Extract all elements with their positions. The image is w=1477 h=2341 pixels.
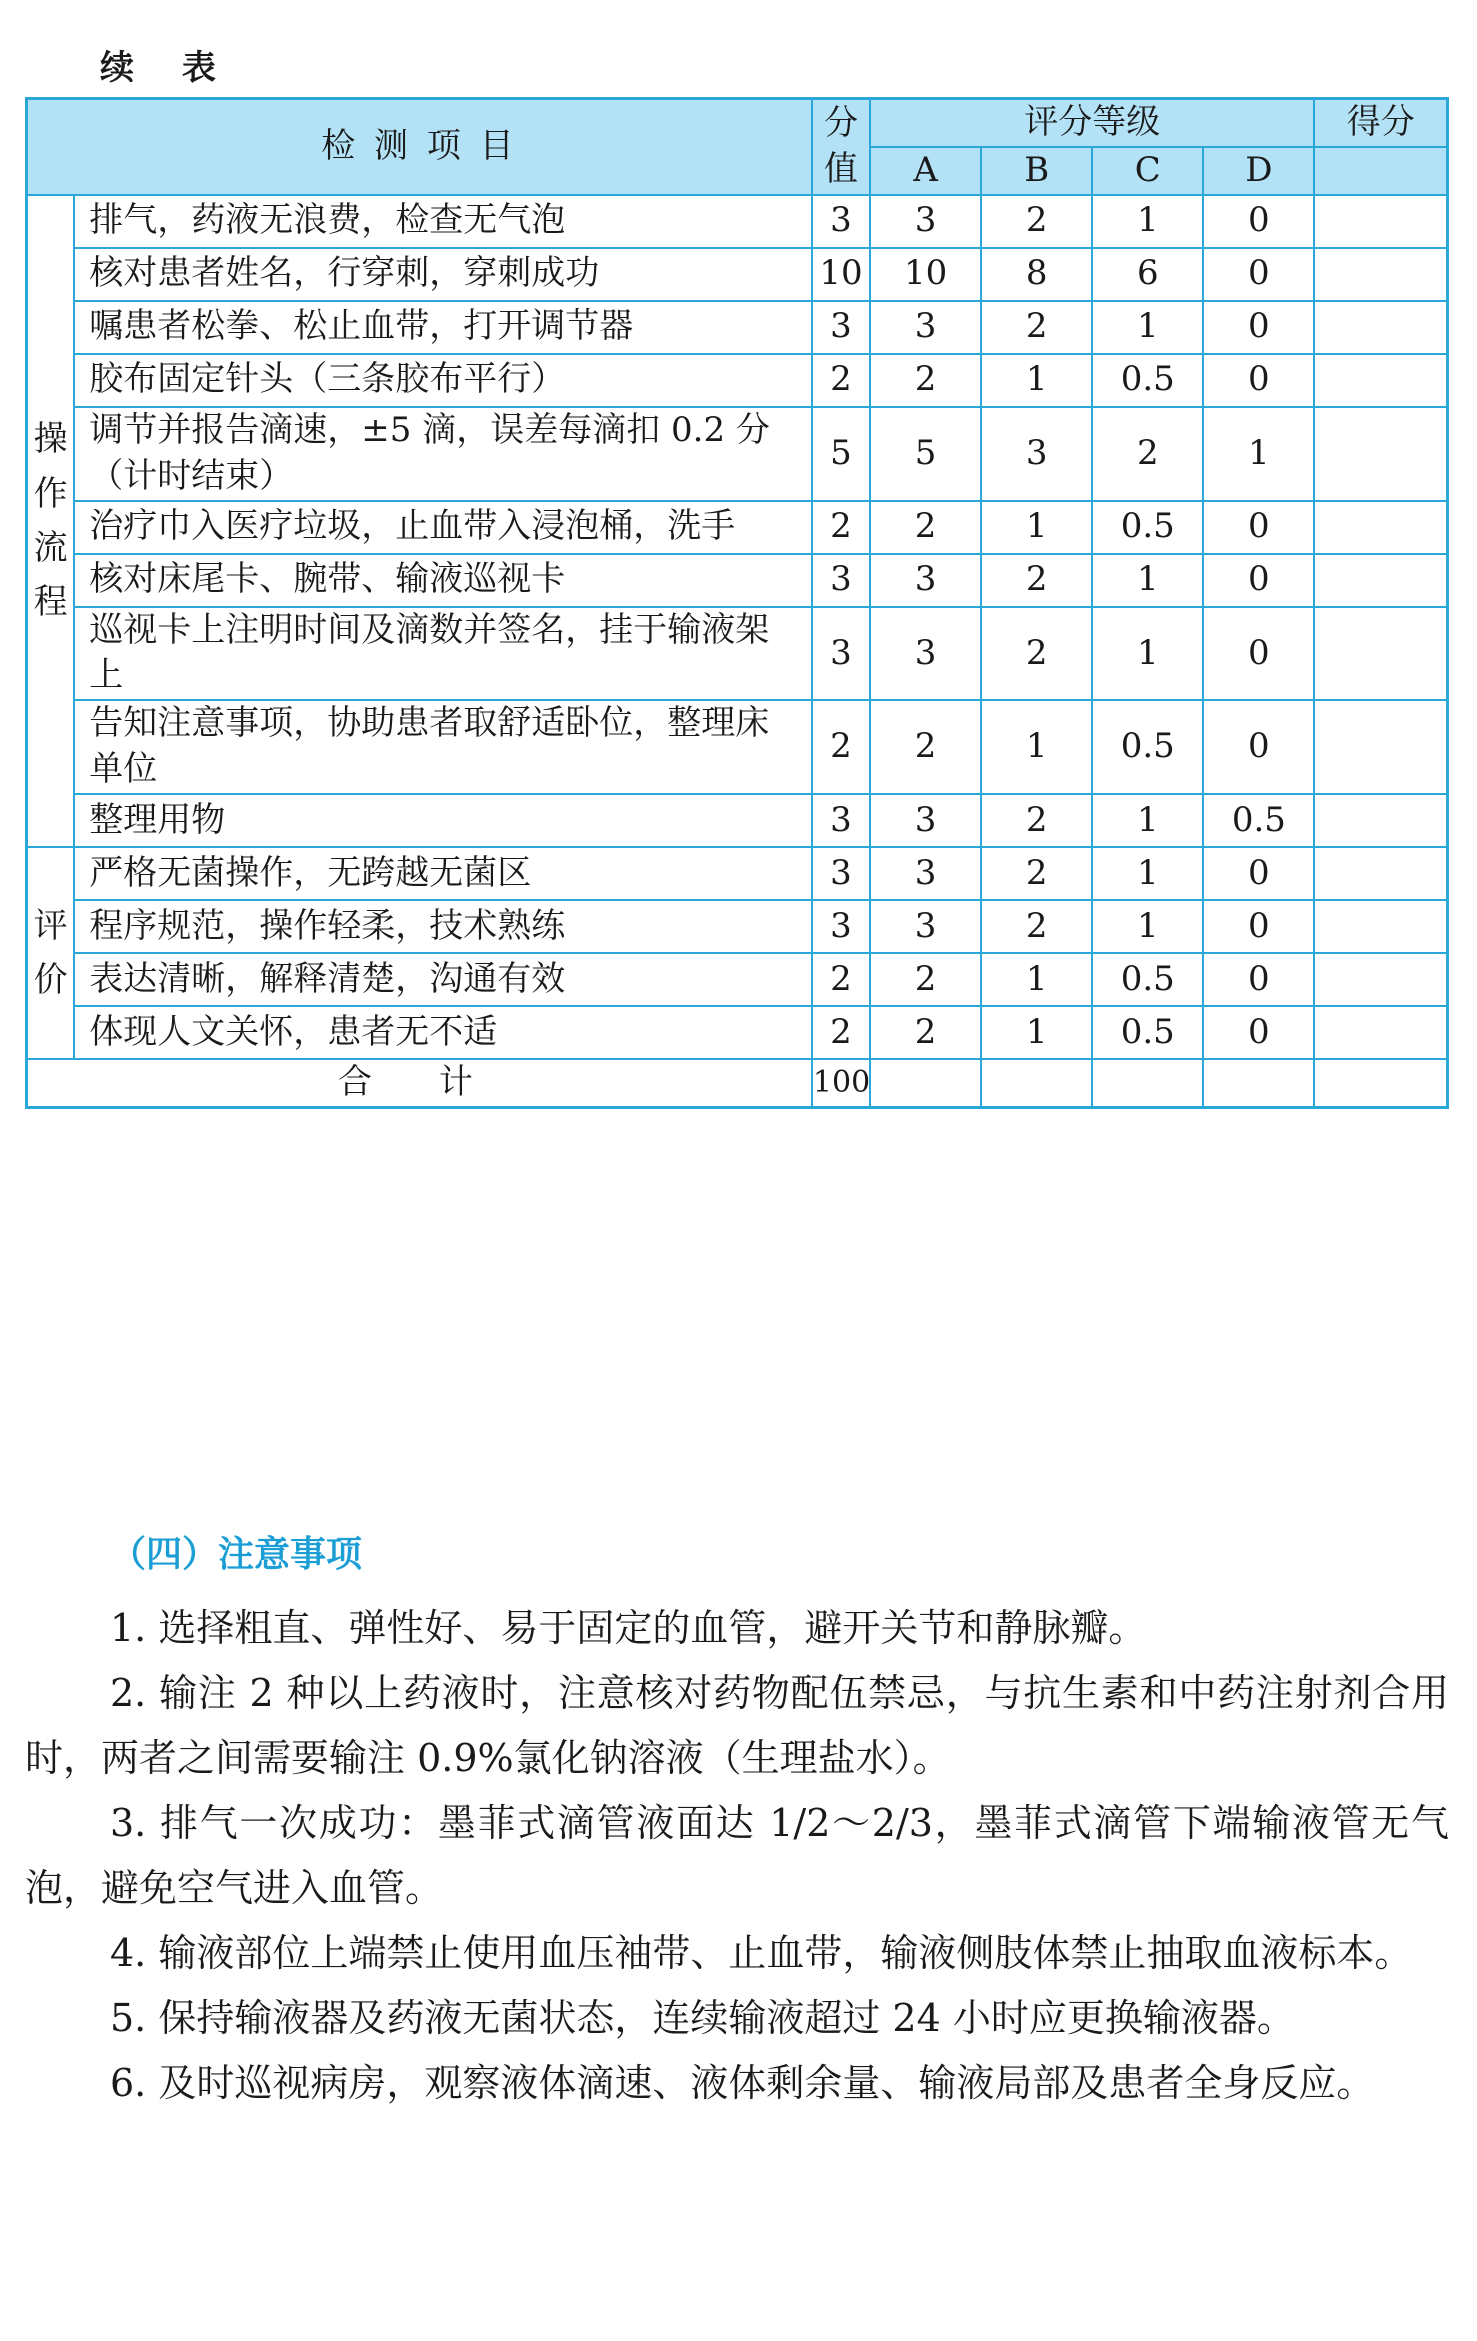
grade-d-cell: 0 — [1203, 501, 1314, 554]
table-row — [27, 354, 1448, 407]
grade-d-cell: 0 — [1203, 847, 1314, 900]
score-cell: 5 — [812, 407, 870, 501]
grade-a-cell: 2 — [870, 501, 981, 554]
earned-cell — [1314, 501, 1447, 554]
section-label-text: 操作流程 — [33, 419, 68, 623]
score-cell: 2 — [812, 953, 870, 1006]
grade-c-cell: 0.5 — [1092, 354, 1203, 407]
grade-a-cell: 3 — [870, 900, 981, 953]
grade-c-cell: 1 — [1092, 195, 1203, 248]
section-label — [27, 847, 75, 1059]
scoring-table — [25, 97, 1449, 1109]
earned-cell — [1314, 607, 1447, 701]
total-blank — [1203, 1059, 1314, 1107]
grade-b-cell: 2 — [981, 554, 1092, 607]
item-cell: 调节并报告滴速，±5 滴，误差每滴扣 0.2 分（计时结束） — [74, 407, 812, 501]
note-item: 4. 输液部位上端禁止使用血压袖带、止血带，输液侧肢体禁止抽取血液标本。 — [110, 1931, 1413, 1976]
grade-b-cell: 1 — [981, 700, 1092, 794]
grade-c-cell: 1 — [1092, 607, 1203, 701]
earned-cell — [1314, 847, 1447, 900]
grade-a-cell: 2 — [870, 953, 981, 1006]
earned-cell — [1314, 301, 1447, 354]
table-row — [27, 700, 1448, 794]
notes-list — [25, 1596, 1449, 2116]
grade-d-cell: 0 — [1203, 301, 1314, 354]
section-label — [27, 195, 75, 847]
grade-a-cell: 2 — [870, 1006, 981, 1059]
note-item: 2. 输注 2 种以上药液时，注意核对药物配伍禁忌，与抗生素和中药注射剂合用时，两者之间需要输注 0.9%氯化钠溶液（生理盐水）。 — [25, 1671, 1449, 1781]
grade-c-cell: 1 — [1092, 301, 1203, 354]
grade-b-cell: 2 — [981, 794, 1092, 847]
notes-title: （四）注意事项 — [110, 1534, 363, 1575]
earned-cell — [1314, 700, 1447, 794]
item-cell: 排气，药液无浪费，检查无气泡 — [74, 195, 812, 248]
item-cell: 程序规范，操作轻柔，技术熟练 — [74, 900, 812, 953]
grade-d-cell: 0 — [1203, 1006, 1314, 1059]
score-cell: 3 — [812, 847, 870, 900]
score-cell: 2 — [812, 1006, 870, 1059]
item-cell: 胶布固定针头（三条胶布平行） — [74, 354, 812, 407]
item-cell: 表达清晰，解释清楚，沟通有效 — [74, 953, 812, 1006]
grade-b-cell: 1 — [981, 953, 1092, 1006]
table-row — [27, 301, 1448, 354]
grade-d-cell: 0 — [1203, 354, 1314, 407]
header-earned-blank — [1314, 147, 1447, 195]
grade-a-cell: 3 — [870, 554, 981, 607]
section-label-text: 评价 — [33, 905, 68, 1001]
score-cell: 3 — [812, 607, 870, 701]
header-grade-b: B — [981, 147, 1092, 195]
header-grade-a: A — [870, 147, 981, 195]
grade-a-cell: 3 — [870, 301, 981, 354]
note-item: 5. 保持输液器及药液无菌状态，连续输液超过 24 小时应更换输液器。 — [110, 1996, 1295, 2041]
grade-c-cell: 1 — [1092, 847, 1203, 900]
table-row — [27, 794, 1448, 847]
grade-d-cell: 0 — [1203, 195, 1314, 248]
grade-c-cell: 0.5 — [1092, 700, 1203, 794]
grade-d-cell: 0 — [1203, 953, 1314, 1006]
grade-c-cell: 1 — [1092, 900, 1203, 953]
grade-d-cell: 1 — [1203, 407, 1314, 501]
total-blank — [1314, 1059, 1447, 1107]
score-cell: 2 — [812, 354, 870, 407]
header-score-text: 分值 — [823, 103, 858, 189]
note-item: 3. 排气一次成功：墨菲式滴管液面达 1/2～2/3，墨菲式滴管下端输液管无气泡，避免空气进入血管。 — [25, 1801, 1449, 1911]
earned-cell — [1314, 1006, 1447, 1059]
grade-c-cell: 6 — [1092, 248, 1203, 301]
score-cell: 3 — [812, 195, 870, 248]
grade-a-cell: 10 — [870, 248, 981, 301]
total-label: 合 计 — [27, 1059, 812, 1107]
item-cell: 严格无菌操作，无跨越无菌区 — [74, 847, 812, 900]
grade-a-cell: 3 — [870, 607, 981, 701]
grade-c-cell: 1 — [1092, 794, 1203, 847]
total-blank — [981, 1059, 1092, 1107]
table-row — [27, 847, 1448, 900]
table-row — [27, 501, 1448, 554]
header-score — [812, 99, 870, 195]
grade-a-cell: 2 — [870, 354, 981, 407]
grade-d-cell: 0 — [1203, 607, 1314, 701]
item-cell: 核对床尾卡、腕带、输液巡视卡 — [74, 554, 812, 607]
header-earned: 得分 — [1314, 99, 1447, 147]
grade-a-cell: 3 — [870, 794, 981, 847]
earned-cell — [1314, 554, 1447, 607]
item-cell: 巡视卡上注明时间及滴数并签名，挂于输液架上 — [74, 607, 812, 701]
header-grade: 评分等级 — [870, 99, 1314, 147]
earned-cell — [1314, 354, 1447, 407]
grade-b-cell: 1 — [981, 501, 1092, 554]
table-row — [27, 953, 1448, 1006]
header-item: 检 测 项 目 — [27, 99, 812, 195]
earned-cell — [1314, 248, 1447, 301]
score-cell: 3 — [812, 301, 870, 354]
grade-c-cell: 2 — [1092, 407, 1203, 501]
score-cell: 3 — [812, 794, 870, 847]
grade-b-cell: 2 — [981, 301, 1092, 354]
header-grade-d: D — [1203, 147, 1314, 195]
grade-d-cell: 0 — [1203, 900, 1314, 953]
table-row — [27, 248, 1448, 301]
grade-d-cell: 0 — [1203, 700, 1314, 794]
item-cell: 告知注意事项，协助患者取舒适卧位，整理床单位 — [74, 700, 812, 794]
notes-section — [25, 1530, 1449, 2116]
grade-c-cell: 0.5 — [1092, 501, 1203, 554]
table-row — [27, 900, 1448, 953]
table-row — [27, 195, 1448, 248]
grade-c-cell: 0.5 — [1092, 953, 1203, 1006]
table-row — [27, 607, 1448, 701]
score-cell: 10 — [812, 248, 870, 301]
note-item: 1. 选择粗直、弹性好、易于固定的血管，避开关节和静脉瓣。 — [110, 1606, 1147, 1651]
item-cell: 治疗巾入医疗垃圾，止血带入浸泡桶，洗手 — [74, 501, 812, 554]
header-grade-c: C — [1092, 147, 1203, 195]
earned-cell — [1314, 900, 1447, 953]
table-row — [27, 554, 1448, 607]
item-cell: 体现人文关怀，患者无不适 — [74, 1006, 812, 1059]
score-cell: 3 — [812, 554, 870, 607]
note-item: 6. 及时巡视病房，观察液体滴速、液体剩余量、输液局部及患者全身反应。 — [110, 2061, 1375, 2106]
grade-b-cell: 3 — [981, 407, 1092, 501]
grade-b-cell: 2 — [981, 195, 1092, 248]
grade-a-cell: 2 — [870, 700, 981, 794]
score-cell: 2 — [812, 700, 870, 794]
table-body — [27, 195, 1448, 1108]
grade-c-cell: 0.5 — [1092, 1006, 1203, 1059]
table-row — [27, 1006, 1448, 1059]
table-row — [27, 407, 1448, 501]
continued-table-label: 续 表 — [100, 48, 234, 88]
grade-a-cell: 3 — [870, 847, 981, 900]
item-cell: 核对患者姓名，行穿刺，穿刺成功 — [74, 248, 812, 301]
grade-b-cell: 2 — [981, 900, 1092, 953]
grade-b-cell: 2 — [981, 847, 1092, 900]
total-row — [27, 1059, 1448, 1107]
earned-cell — [1314, 195, 1447, 248]
earned-cell — [1314, 407, 1447, 501]
item-cell: 整理用物 — [74, 794, 812, 847]
score-cell: 2 — [812, 501, 870, 554]
total-score: 100 — [812, 1059, 870, 1107]
grade-a-cell: 5 — [870, 407, 981, 501]
grade-d-cell: 0 — [1203, 554, 1314, 607]
total-blank — [870, 1059, 981, 1107]
grade-c-cell: 1 — [1092, 554, 1203, 607]
grade-d-cell: 0 — [1203, 248, 1314, 301]
grade-b-cell: 1 — [981, 1006, 1092, 1059]
total-blank — [1092, 1059, 1203, 1107]
grade-b-cell: 8 — [981, 248, 1092, 301]
grade-a-cell: 3 — [870, 195, 981, 248]
item-cell: 嘱患者松拳、松止血带，打开调节器 — [74, 301, 812, 354]
score-cell: 3 — [812, 900, 870, 953]
grade-d-cell: 0.5 — [1203, 794, 1314, 847]
grade-b-cell: 1 — [981, 354, 1092, 407]
earned-cell — [1314, 794, 1447, 847]
grade-b-cell: 2 — [981, 607, 1092, 701]
earned-cell — [1314, 953, 1447, 1006]
